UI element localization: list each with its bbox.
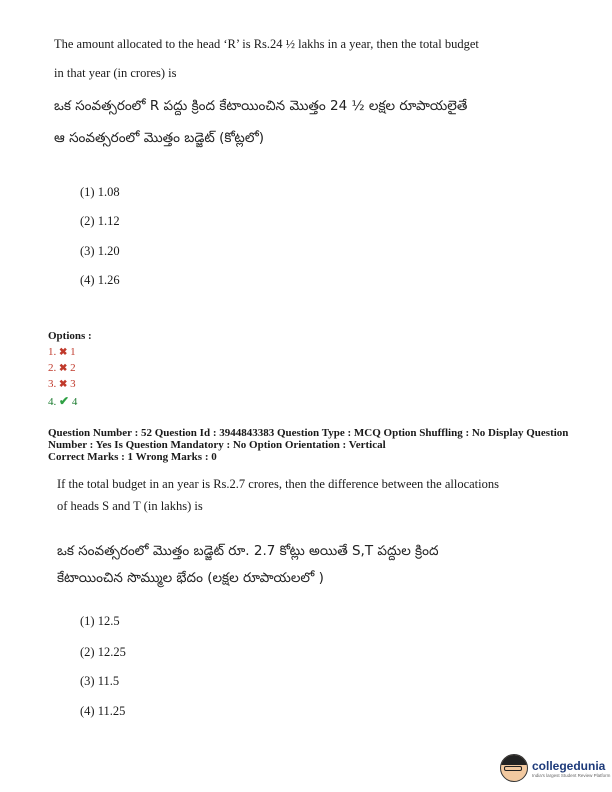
q51-option-3[interactable]: (3) 1.20 [80, 244, 120, 258]
option-number: 4. [48, 396, 57, 408]
option-value: 2 [70, 362, 76, 374]
q51-telugu-line2: ఆ సంవత్సరంలో మొత్తం బడ్జెట్ (కోట్లలో) [54, 130, 264, 146]
options-list-item-3 [48, 378, 76, 390]
q51-text-line2: in that year (in crores) is [54, 66, 177, 80]
logo-name: collegedunia [532, 758, 606, 773]
option-number: 2. [48, 362, 57, 374]
q52-option-3[interactable]: (3) 11.5 [80, 674, 120, 688]
cross-icon: ✖ [59, 379, 68, 390]
logo-tagline: India's largest Student Review Platform [532, 772, 611, 778]
question-meta [48, 427, 588, 463]
option-value: 1 [70, 346, 76, 358]
q51-text-line1: The amount allocated to the head ‘R’ is Rs.24 ½ lakhs in a year, then the total budget [54, 37, 479, 51]
q51-telugu-line1: ఒక సంవత్సరంలో R పద్దు క్రింద కేటాయించిన మొత్తం 24 ½ లక్షల రూపాయలైతే [54, 98, 468, 114]
option-value: 4 [71, 396, 78, 408]
q52-telugu-line2: కేటాయించిన సొమ్ముల భేదం (లక్షల రూపాయలలో ) [57, 570, 324, 586]
q51-option-1[interactable]: (1) 1.08 [80, 185, 120, 199]
q52-option-2[interactable]: (2) 12.25 [80, 645, 126, 659]
q52-telugu-line1: ఒక సంవత్సరంలో మొత్తం బడ్జెట్ రూ. 2.7 కోట్లు అయితే S,T పద్దుల క్రింద [57, 543, 439, 559]
options-list-item-1 [48, 346, 76, 358]
q52-text-line1: If the total budget in an year is Rs.2.7 crores, then the difference between the allocations [57, 477, 499, 491]
q52-text-line2: of heads S and T (in lakhs) is [57, 499, 203, 513]
options-list-item-2 [48, 362, 76, 374]
collegedunia-logo [500, 754, 610, 782]
q52-option-4[interactable]: (4) 11.25 [80, 704, 126, 718]
options-list-item-4 [48, 394, 77, 409]
student-face-icon [500, 754, 528, 782]
q52-option-1[interactable]: (1) 12.5 [80, 614, 120, 628]
q51-option-4[interactable]: (4) 1.26 [80, 273, 120, 287]
options-heading: Options : [48, 330, 92, 342]
question-meta-line2: Number : Yes Is Question Mandatory : No Option Orientation : Vertical [48, 439, 386, 451]
checkmark-icon: ✔ [59, 394, 70, 408]
cross-icon: ✖ [59, 363, 68, 374]
cross-icon: ✖ [59, 347, 68, 358]
q51-option-2[interactable]: (2) 1.12 [80, 214, 120, 228]
question-marks: Correct Marks : 1 Wrong Marks : 0 [48, 451, 217, 463]
option-number: 1. [48, 346, 57, 358]
question-meta-line1: Question Number : 52 Question Id : 3944843383 Question Type : MCQ Option Shuffling : No Display Question [48, 427, 569, 439]
option-number: 3. [48, 378, 57, 390]
option-value: 3 [70, 378, 76, 390]
